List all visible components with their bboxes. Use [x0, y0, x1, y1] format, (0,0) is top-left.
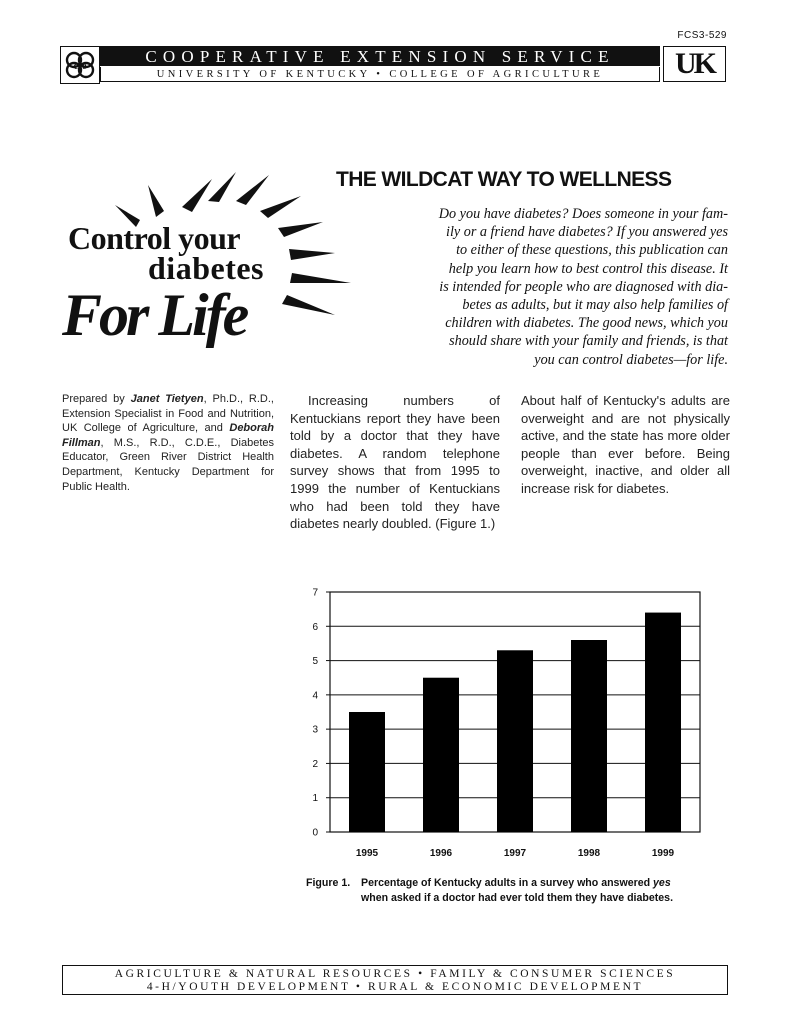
x-tick-label: 1997 [503, 848, 527, 859]
bar [645, 613, 681, 832]
caption-text-1: Percentage of Kentucky adults in a survey who answered [361, 877, 651, 889]
bar [349, 712, 385, 832]
footer-line-1: AGRICULTURE & NATURAL RESOURCES • FAMILY & CONSUMER SCIENCES [114, 968, 676, 980]
bar [423, 678, 459, 832]
subtitle-separator: • [376, 69, 384, 80]
uk-logo-icon: UK [663, 46, 726, 82]
bar-chart [290, 580, 720, 870]
service-title: COOPERATIVE EXTENSION SERVICE [100, 46, 660, 66]
caption-text-2: when asked if a doctor had ever told them they have diabetes. [361, 891, 674, 904]
svg-text:cse: cse [73, 61, 87, 72]
page-title: THE WILDCAT WAY TO WELLNESS [336, 168, 672, 191]
y-tick-label: 4 [312, 690, 318, 702]
art-headline-line3: For Life [62, 282, 247, 348]
body-column-1: Increasing numbers of Kentuckians report they have been told by a doctor that they have diabetes. A random telephone survey shows that from 1995 to 1999 the number of Kentuckians who had been told they have diabetes nearly doubled. (Figure 1.) [290, 393, 500, 532]
bar [497, 650, 533, 832]
intro-line: you can control diabetes—for life. [534, 351, 728, 368]
y-tick-label: 6 [312, 621, 318, 633]
y-tick-label: 2 [312, 758, 318, 770]
intro-line: betes as adults, but it may also help families of [462, 297, 728, 314]
intro-line: ily or a friend have diabetes? If you answered yes [446, 224, 728, 241]
y-tick-label: 0 [312, 827, 318, 839]
intro-line: help you learn how to best control this disease. It [448, 260, 728, 277]
y-tick-label: 3 [312, 724, 318, 736]
x-tick-label: 1998 [577, 848, 601, 859]
y-tick-label: 1 [312, 793, 318, 805]
author-name-2: Deborah Fillman [62, 422, 274, 449]
author-credentials-2: , M.S., R.D., C.D.E., Diabetes Educator, Green River District Health Department, Kentucky Department for Public Health. [62, 436, 274, 493]
figure-label: Figure 1. [306, 877, 351, 889]
intro-line: children with diabetes. The good news, which you [445, 315, 728, 332]
intro-line: should share with your family and friends, is that [449, 333, 728, 350]
art-headline-line1: Control your [68, 220, 241, 256]
intro-line: to either of these questions, this publication can [456, 242, 728, 259]
author-credentials-1: , Ph.D., R.D., Extension Specialist in Food and Nutrition, UK College of Agriculture, and [62, 393, 274, 435]
figure-caption [306, 876, 726, 905]
x-tick-label: 1995 [355, 848, 379, 859]
author-credits [62, 392, 274, 494]
publication-number: FCS3-529 [677, 30, 727, 41]
y-tick-label: 7 [312, 587, 318, 599]
intro-line: Do you have diabetes? Does someone in your fam- [438, 206, 728, 222]
x-tick-label: 1996 [429, 848, 453, 859]
body-column-2: About half of Kentucky's adults are overweight and are not physically active, and the state has more older people than ever before. Being overweight, inactive, and older all increase risk for diabetes. [521, 393, 730, 496]
author-name-1: Janet Tietyen [130, 393, 204, 405]
x-tick-label: 1999 [651, 848, 675, 859]
intro-paragraph [330, 205, 728, 369]
caption-emphasis: yes [653, 877, 671, 889]
institution-subtitle [100, 67, 660, 82]
university-name: UNIVERSITY OF KENTUCKY [156, 69, 371, 80]
credits-prefix: Prepared by [62, 393, 125, 405]
art-headline-line2: diabetes [148, 250, 264, 286]
footer-program-areas [62, 965, 728, 995]
cse-logo-icon [60, 46, 100, 84]
intro-line: is intended for people who are diagnosed with dia- [439, 278, 728, 295]
college-name: COLLEGE OF AGRICULTURE [389, 69, 604, 80]
footer-line-2: 4-H/YOUTH DEVELOPMENT • RURAL & ECONOMIC DEVELOPMENT [146, 981, 644, 993]
y-tick-label: 5 [312, 656, 318, 668]
masthead [60, 46, 728, 84]
bar [571, 640, 607, 832]
